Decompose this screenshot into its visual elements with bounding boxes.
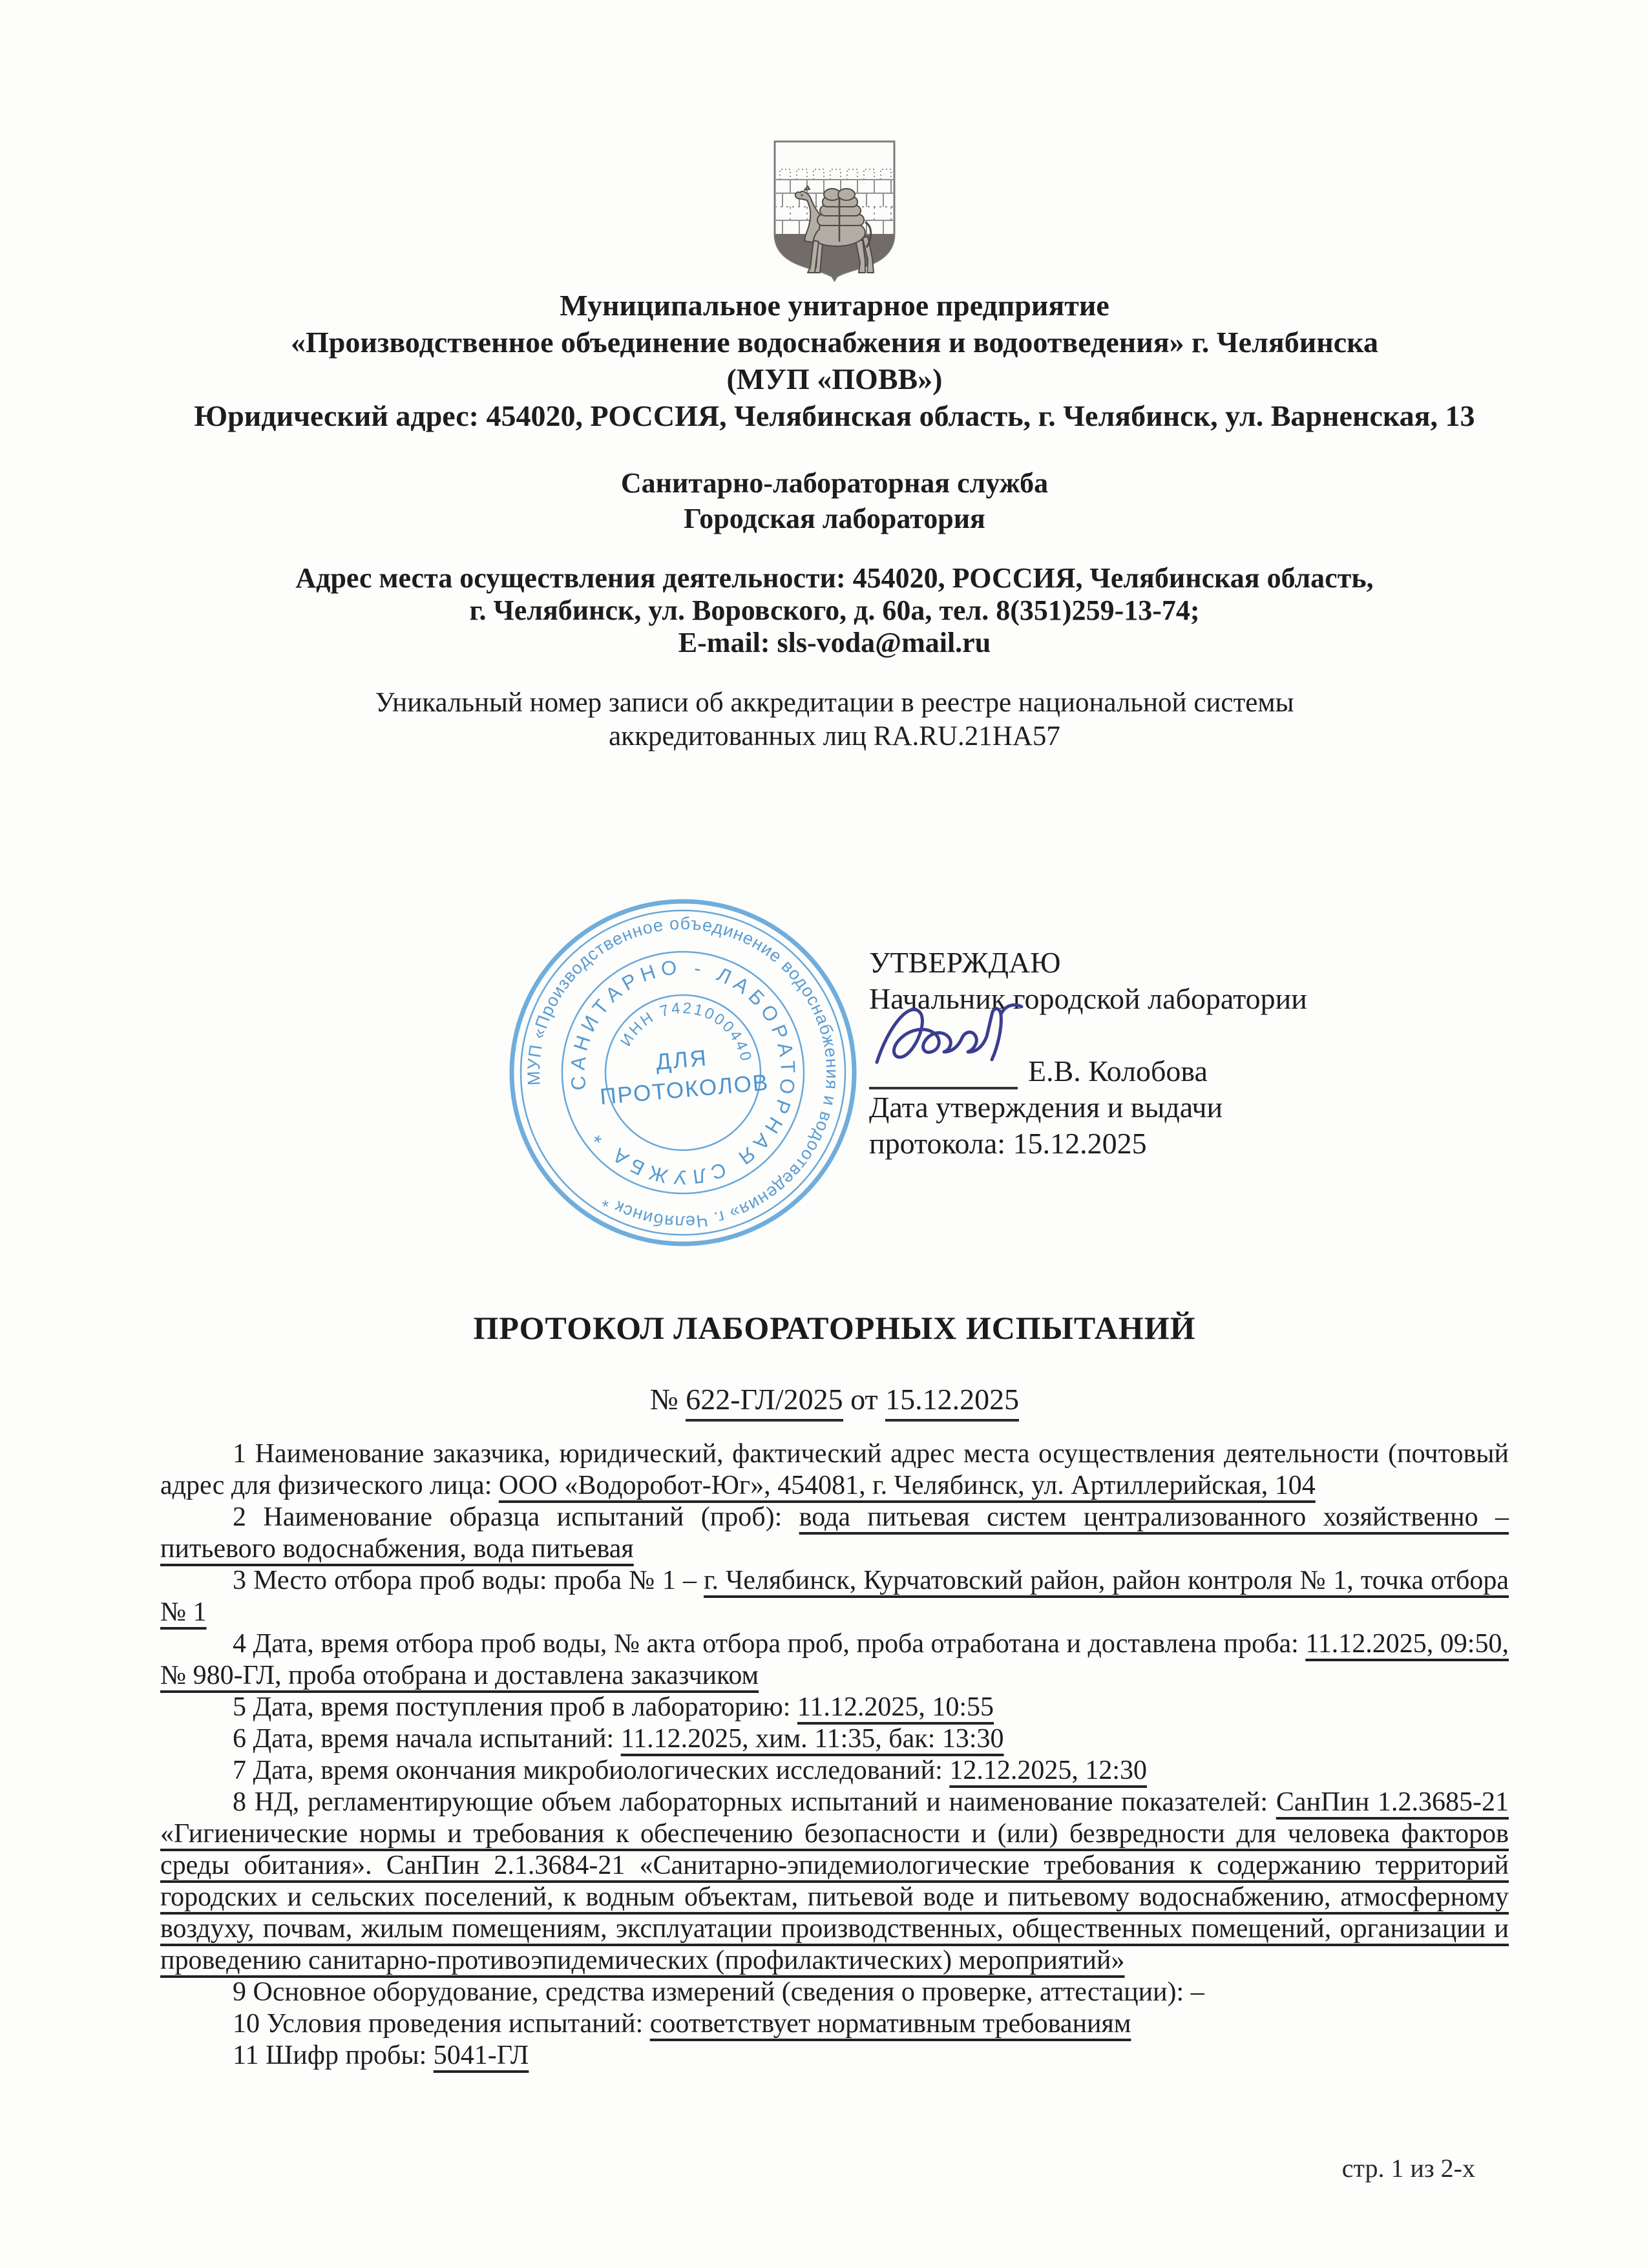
- activity-address-block: [160, 562, 1509, 659]
- accreditation-line1: Уникальный номер записи об аккредитации в реестре национальной системы: [375, 688, 1294, 718]
- approval-block: [869, 945, 1307, 1162]
- item-value: 12.12.2025, 12:30: [949, 1756, 1147, 1785]
- stamp-center-line1: ДЛЯ: [655, 1045, 709, 1075]
- service-block: [160, 465, 1509, 536]
- item-label: 2 Наименование образца испытаний (проб):: [233, 1502, 799, 1532]
- service-line2: Городская лаборатория: [684, 503, 985, 534]
- round-lab-stamp-icon: [502, 892, 864, 1254]
- organization-header: [160, 287, 1509, 434]
- stamp-ring-text: САНИТАРНО - ЛАБОРАТОРНАЯ СЛУЖБА *: [566, 955, 800, 1189]
- approve-label: УТВЕРЖДАЮ: [869, 946, 1061, 979]
- protocol-item: [160, 1438, 1509, 1502]
- signer-name: Е.В. Колобова: [1028, 1055, 1208, 1087]
- protocol-item: [160, 1502, 1509, 1565]
- page-number: стр. 1 из 2-х: [1341, 2154, 1475, 2183]
- activity-email: E-mail: sls-voda@mail.ru: [678, 627, 991, 658]
- document-number-line: [160, 1381, 1509, 1418]
- signature-row: [869, 1017, 1307, 1089]
- protocol-item: [160, 1787, 1509, 1977]
- org-name-line1: Муниципальное унитарное предприятие: [560, 289, 1109, 322]
- protocol-item: [160, 1628, 1509, 1692]
- protocol-item: [160, 2008, 1509, 2040]
- protocol-item: [160, 1692, 1509, 1723]
- item-value: 11.12.2025, 09:50, № 980-ГЛ, проба отобрана и доставлена заказчиком: [160, 1629, 1509, 1690]
- item-label: 11 Шифр пробы:: [233, 2041, 434, 2070]
- item-label: 5 Дата, время поступления проб в лабораторию:: [233, 1692, 797, 1722]
- protocol-item: [160, 2040, 1509, 2072]
- protocol-item: [160, 1755, 1509, 1787]
- approver-position: Начальник городской лаборатории: [869, 982, 1307, 1015]
- item-label: 8 НД, регламентирующие объем лабораторных испытаний и наименование показателей:: [233, 1787, 1276, 1817]
- activity-address-line1: Адрес места осуществления деятельности: 454020, РОССИЯ, Челябинская область,: [295, 562, 1374, 594]
- item-value: соответствует нормативным требованиям: [649, 2009, 1131, 2039]
- org-name-abbrev: (МУП «ПОВВ»): [726, 362, 943, 395]
- stamp-outer-text: МУП «Производственное объединение водоснабжения и водоотведения» г. Челябинск *: [523, 914, 843, 1232]
- service-line1: Санитарно-лабораторная служба: [620, 467, 1049, 499]
- item-value: 5041-ГЛ: [433, 2041, 529, 2070]
- approval-date-value: протокола: 15.12.2025: [869, 1127, 1147, 1160]
- stamp-inn-text: ИНН 7421000440: [617, 999, 755, 1065]
- item-label: 1 Наименование заказчика, юридический, фактический адрес места осуществления деятельности (почтовый адрес для физического лица:: [160, 1439, 1509, 1500]
- protocol-number: 622-ГЛ/2025: [686, 1383, 843, 1422]
- protocol-item: [160, 1977, 1509, 2008]
- item-value: СанПин 1.2.3685-21 «Гигиенические нормы и требования к обеспечению безопасности и (или) безвредности для человека факторов среды обитания». СанПин 2.1.3684-21 «Санитарно-эпидемиологические требования к содержанию территорий городских и сельских поселений, к водным объектам, питьевой воде и питьевому водоснабжению, атмосферному воздуху, почвам, жилым помещениям, эксплуатации производственных, общественных помещений, организации и проведению санитарно-противоэпидемических (профилактических) мероприятий»: [160, 1787, 1509, 1975]
- item-label: 4 Дата, время отбора проб воды, № акта отбора проб, проба отработана и доставлена проба:: [233, 1629, 1306, 1659]
- item-label: 3 Место отбора проб воды: проба № 1 –: [233, 1566, 704, 1595]
- accreditation-line2: аккредитованных лиц RA.RU.21HA57: [609, 721, 1060, 751]
- handwritten-signature-icon: [863, 986, 1025, 1083]
- stamp-center-line2: ПРОТОКОЛОВ: [598, 1069, 770, 1110]
- svg-text:МУП «Производственное объедине: [502, 892, 864, 1254]
- protocol-item: [160, 1723, 1509, 1755]
- protocol-date: 15.12.2025: [885, 1383, 1019, 1422]
- item-label: 7 Дата, время окончания микробиологических исследований:: [233, 1756, 950, 1785]
- chelyabinsk-coat-of-arms-icon: [771, 138, 898, 282]
- protocol-item: [160, 1565, 1509, 1628]
- org-legal-address: Юридический адрес: 454020, РОССИЯ, Челябинская область, г. Челябинск, ул. Варненская, 13: [194, 399, 1475, 432]
- item-label: 10 Условия проведения испытаний:: [233, 2009, 650, 2039]
- item-value: г. Челябинск, Курчатовский район, район контроля № 1, точка отбора № 1: [160, 1566, 1509, 1627]
- item-label: 9 Основное оборудование, средства измерений (сведения о проверке, аттестации): –: [233, 1977, 1204, 2007]
- item-value: ООО «Водоробот-Юг», 454081, г. Челябинск, ул. Артиллерийская, 104: [498, 1471, 1316, 1500]
- org-name-line2: «Производственное объединение водоснабжения и водоотведения» г. Челябинска: [291, 326, 1378, 359]
- number-ot: от: [843, 1383, 886, 1416]
- stamp-and-approval-zone: [160, 753, 1509, 1308]
- item-value: 11.12.2025, хим. 11:35, бак: 13:30: [620, 1724, 1004, 1754]
- document-title: ПРОТОКОЛ ЛАБОРАТОРНЫХ ИСПЫТАНИЙ: [473, 1310, 1196, 1346]
- accreditation-block: [160, 686, 1509, 753]
- activity-address-line2: г. Челябинск, ул. Воровского, д. 60а, тел. 8(351)259-13-74;: [469, 594, 1200, 626]
- item-label: 6 Дата, время начала испытаний:: [233, 1724, 621, 1754]
- item-value: 11.12.2025, 10:55: [797, 1692, 994, 1722]
- item-value: вода питьевая систем централизованного хозяйственно – питьевого водоснабжения, вода питьевая: [160, 1502, 1509, 1564]
- approval-date-label: Дата утверждения и выдачи: [869, 1091, 1223, 1124]
- number-prefix: №: [649, 1383, 686, 1416]
- protocol-items: [160, 1438, 1509, 2072]
